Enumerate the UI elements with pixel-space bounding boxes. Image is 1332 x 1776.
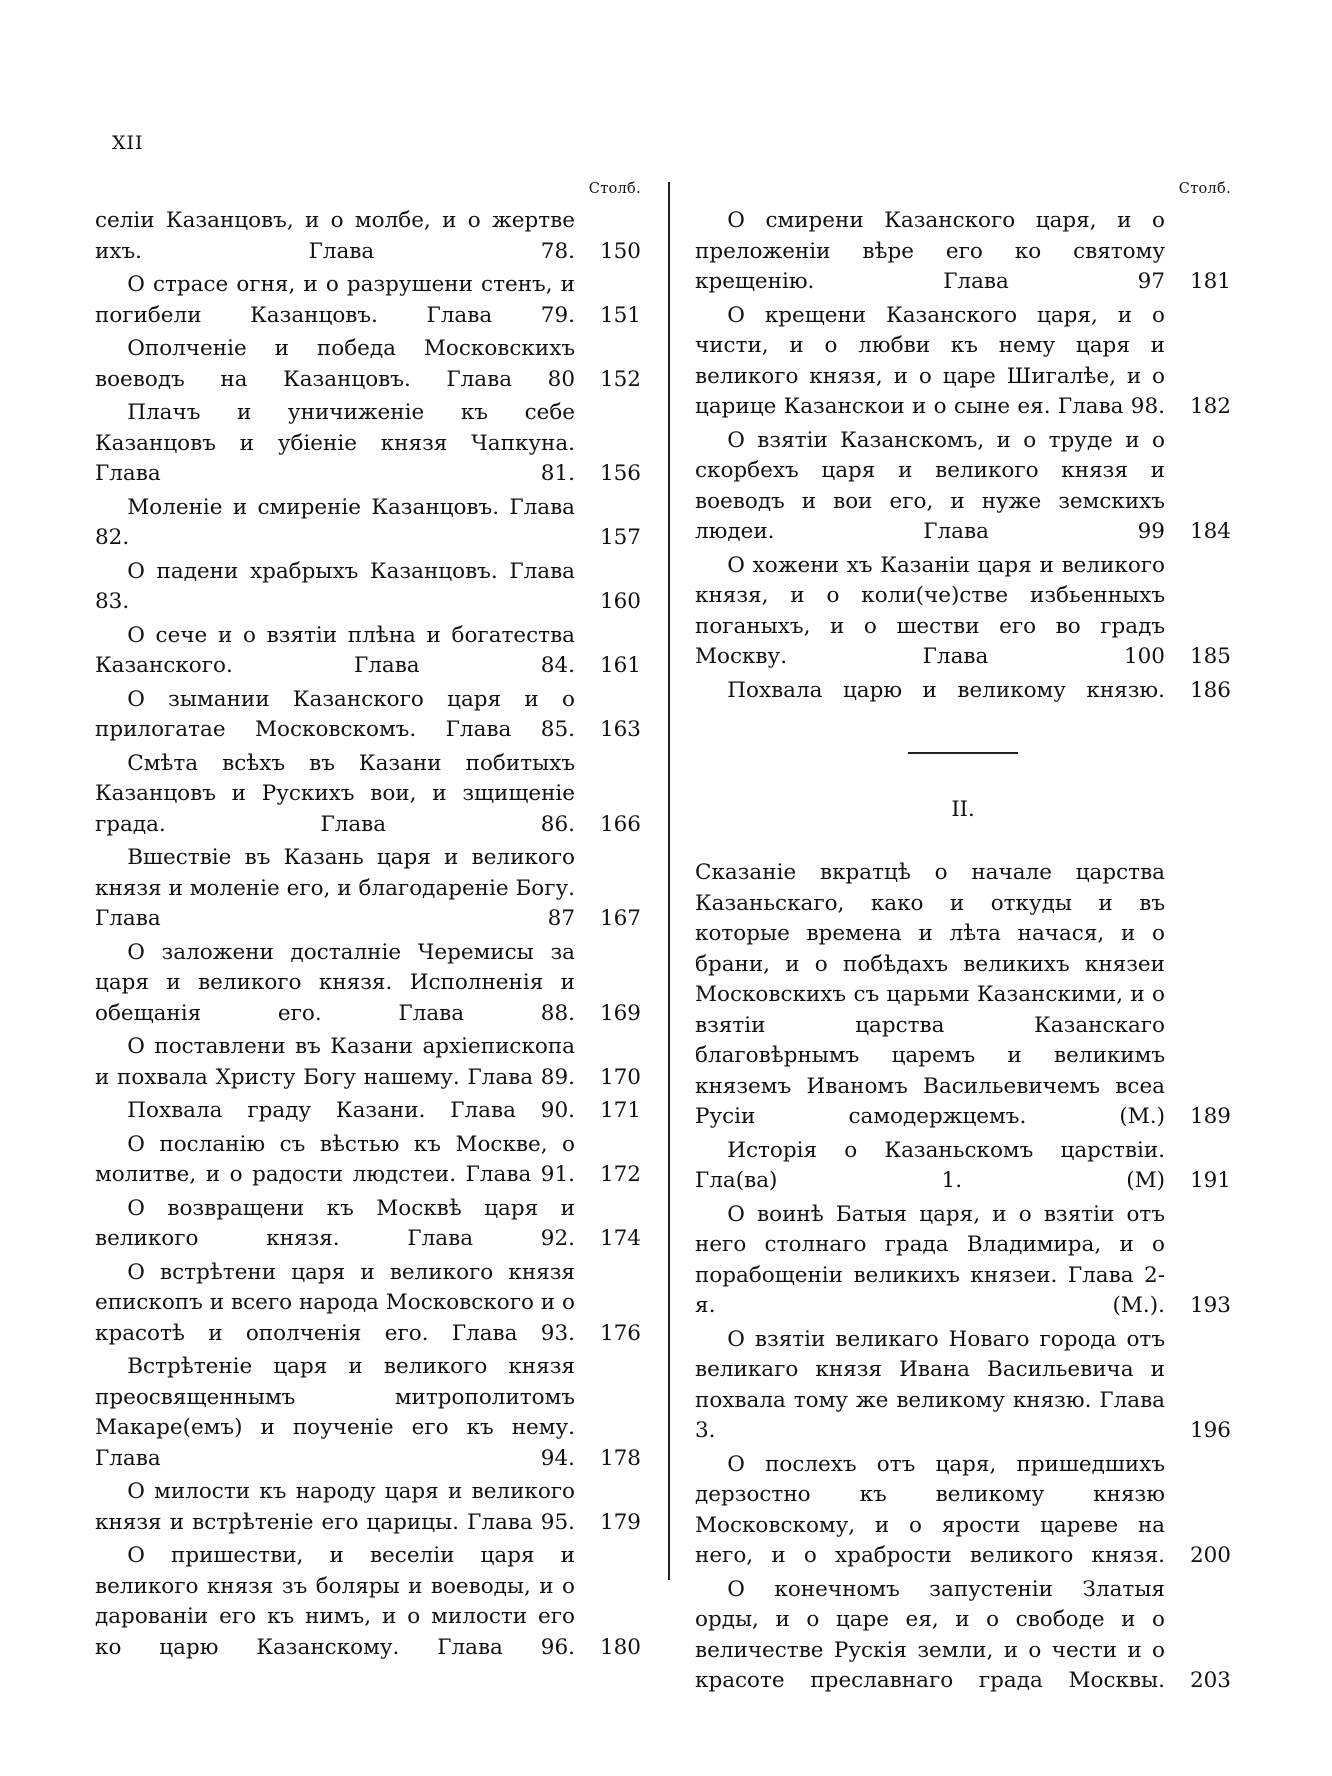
toc-entry-column-number: 174	[599, 1226, 641, 1251]
toc-entry	[95, 557, 641, 618]
toc-entry-title: О пришестви, и веселіи царя и великого князя зъ боляры и воеводы, и о дарованіи его къ нимъ, и о милости его ко царю Казанскому. Глава 96.	[95, 1543, 575, 1660]
toc-entry-title: О милости къ народу царя и великого князя и встрѣтеніе его царицы. Глава 95.	[95, 1479, 575, 1535]
toc-entry-column-number: 169	[599, 1000, 641, 1026]
toc-entry	[695, 1325, 1231, 1447]
toc-entry-column-number: 186	[1189, 677, 1231, 703]
toc-entry-title: Похвала граду Казани. Глава 90.	[127, 1098, 575, 1123]
toc-entry-title: О взятіи великаго Новаго города отъ великаго князя Ивана Васильевича и похвала тому же великому князю. Глава 3.	[695, 1326, 1165, 1443]
toc-entry-title: О посланію съ вѣстью къ Москве, о молитве, и о радости людстеи. Глава 91.	[95, 1131, 575, 1187]
toc-entry	[695, 1136, 1231, 1197]
toc-entry-column-number: 156	[599, 461, 641, 486]
toc-entry	[695, 301, 1231, 423]
toc-entry	[95, 843, 641, 935]
toc-entry-title: О падени храбрыхъ Казанцовъ. Глава 83.	[95, 558, 575, 614]
toc-entry	[95, 938, 641, 1030]
toc-entry-title: Вшествіе въ Казань царя и великого князя и моленіе его, и благодареніе Богу. Глава 87	[95, 845, 575, 931]
toc-entry-title: О встрѣтени царя и великого князя епископъ и всего народа Московского и о красотѣ и ополченія его. Глава 93.	[95, 1259, 575, 1346]
toc-entry	[95, 621, 641, 682]
toc-entry	[695, 676, 1231, 707]
toc-entry-column-number: 157	[599, 525, 641, 550]
toc-entry	[95, 1541, 641, 1663]
page-number: XII	[112, 132, 144, 154]
toc-list-section2	[695, 858, 1231, 1697]
toc-entry-column-number: 184	[1189, 519, 1231, 544]
toc-entry-column-number: 171	[599, 1098, 641, 1123]
toc-entry-column-number: 193	[1189, 1293, 1231, 1318]
toc-entry	[95, 206, 641, 267]
toc-entry-column-number: 170	[599, 1064, 641, 1090]
toc-entry-title: О поставлени въ Казани архіепископа и похвала Христу Богу нашему. Глава 89.	[95, 1034, 575, 1090]
toc-entry-column-number: 182	[1189, 394, 1231, 419]
toc-entry-column-number: 178	[599, 1445, 641, 1471]
section-rule	[908, 752, 1018, 754]
toc-entry-title: О конечномъ запустеніи Златыя орды, и о царе ея, и о свободе и о величестве Рускія земли, и о чести и о красоте преславнаго града Москвы.	[695, 1576, 1165, 1693]
toc-entry-column-number: 196	[1189, 1418, 1231, 1443]
toc-list	[95, 206, 641, 1663]
toc-entry-title: О страсе огня, и о разрушени стенъ, и погибели Казанцовъ. Глава 79.	[95, 272, 575, 328]
toc-entry	[695, 206, 1231, 298]
toc-entry	[95, 1130, 641, 1191]
toc-entry-column-number: 151	[599, 302, 641, 328]
toc-entry-title: О сече и о взятіи плѣна и богатества Казанского. Глава 84.	[95, 622, 575, 678]
toc-entry-column-number: 167	[599, 906, 641, 931]
toc-entry-column-number: 176	[599, 1320, 641, 1346]
toc-entry-title: Встрѣтеніе царя и великого князя преосвященнымъ митрополитомъ Макаре(емъ) и поученіе его къ нему. Глава 94.	[95, 1354, 575, 1471]
toc-entry	[695, 858, 1231, 1133]
toc-entry	[95, 1194, 641, 1255]
toc-entry	[95, 1032, 641, 1093]
toc-entry-column-number: 191	[1189, 1168, 1231, 1193]
toc-entry-title: О смирени Казанского царя, и о преложеніи вѣре его ко святому крещенію. Глава 97	[695, 208, 1165, 294]
left-column	[95, 180, 641, 1666]
toc-entry-column-number: 163	[599, 717, 641, 742]
toc-entry-title: Ополченіе и победа Московскихъ воеводъ на Казанцовъ. Глава 80	[95, 336, 575, 392]
toc-entry-column-number: 189	[1189, 1104, 1231, 1129]
toc-entry-title: Смѣта всѣхъ въ Казани побитыхъ Казанцовъ и Рускихъ вои, и зщищеніе града. Глава 86.	[95, 750, 575, 837]
toc-entry	[95, 1258, 641, 1350]
toc-list	[695, 206, 1231, 706]
toc-entry	[695, 1575, 1231, 1697]
toc-entry-title: О воинѣ Батыя царя, и о взятіи отъ него столнаго града Владимира, и о порабощеніи великихъ князеи. Глава 2-я. (М.).	[695, 1201, 1165, 1318]
toc-entry	[95, 1096, 641, 1127]
toc-entry-column-number: 200	[1189, 1543, 1231, 1568]
toc-entry	[95, 1477, 641, 1538]
toc-entry	[95, 749, 641, 841]
toc-entry-title: Исторія о Казаньскомъ царствіи. Гла(ва) 1. (М)	[695, 1137, 1165, 1193]
toc-entry	[95, 685, 641, 746]
column-header: Столб.	[1178, 181, 1231, 197]
toc-entry-column-number: 181	[1189, 269, 1231, 294]
toc-entry-column-number: 166	[599, 811, 641, 837]
toc-entry-title: О послехъ отъ царя, пришедшихъ дерзостно къ великому князю Московскому, и о ярости цареве на него, и о храбрости великого князя.	[695, 1451, 1165, 1568]
toc-entry-column-number: 179	[599, 1509, 641, 1535]
toc-entry-title: О заложени досталніе Черемисы за царя и великого князя. Исполненія и обещанія его. Глава 88.	[95, 939, 575, 1026]
toc-entry-column-number: 161	[599, 653, 641, 678]
toc-entry-column-number: 203	[1189, 1668, 1231, 1693]
toc-entry-title: Похвала царю и великому князю.	[727, 677, 1165, 703]
toc-entry-title: О зымании Казанского царя и о прилогатае Московскомъ. Глава 85.	[95, 686, 575, 742]
toc-entry-title: О возвращени къ Москвѣ царя и великого князя. Глава 92.	[95, 1195, 575, 1251]
toc-entry	[95, 334, 641, 395]
toc-entry-column-number: 160	[599, 589, 641, 614]
toc-entry-title: Плачъ и уничиженіе къ себе Казанцовъ и убіеніе князя Чапкуна. Глава 81.	[95, 400, 575, 486]
toc-entry-column-number: 152	[599, 366, 641, 392]
toc-entry-column-number: 180	[599, 1634, 641, 1660]
toc-entry	[695, 426, 1231, 548]
toc-entry-column-number: 185	[1189, 644, 1231, 669]
toc-entry-title: Сказаніе вкратцѣ о начале царства Казаньскаго, како и откуды и въ которые времена и лѣта начася, и о брани, и о побѣдахъ великихъ князеи Московскихъ съ царьми Казанскими, и о взятіи царства Казанскаго благовѣрнымъ царемъ и великимъ княземъ Иваномъ Васильевичемъ всеа Русіи самодержцемъ. (М.)	[695, 860, 1165, 1129]
column-header: Столб.	[588, 181, 641, 197]
toc-entry-column-number: 150	[599, 238, 641, 264]
right-column	[695, 180, 1231, 1700]
column-divider	[668, 182, 670, 1580]
toc-entry-title: Моленіе и смиреніе Казанцовъ. Глава 82.	[95, 494, 575, 550]
toc-entry-title: селіи Казанцовъ, и о молбе, и о жертве ихъ. Глава 78.	[95, 208, 575, 264]
toc-entry-title: О крещени Казанского царя, и о чисти, и о любви къ нему царя и великого князя, и о царе Шигалѣе, и о царице Казанскои и о сыне ея. Глава 98.	[695, 302, 1165, 419]
toc-entry	[695, 1200, 1231, 1322]
toc-entry	[95, 270, 641, 331]
toc-entry-title: О хожени хъ Казаніи царя и великого князя, и о коли(че)стве избьенныхъ поганыхъ, и о шестви его во градъ Москву. Глава 100	[695, 552, 1165, 669]
toc-entry	[695, 1450, 1231, 1572]
toc-entry	[95, 493, 641, 554]
toc-entry	[695, 551, 1231, 673]
toc-entry	[95, 398, 641, 490]
toc-entry-column-number: 172	[599, 1162, 641, 1187]
toc-entry	[95, 1352, 641, 1474]
toc-entry-title: О взятіи Казанскомъ, и о труде и о скорбехъ царя и великого князя и воеводъ и вои его, и нуже земскихъ людеи. Глава 99	[695, 427, 1165, 544]
section-heading: II.	[951, 796, 975, 821]
